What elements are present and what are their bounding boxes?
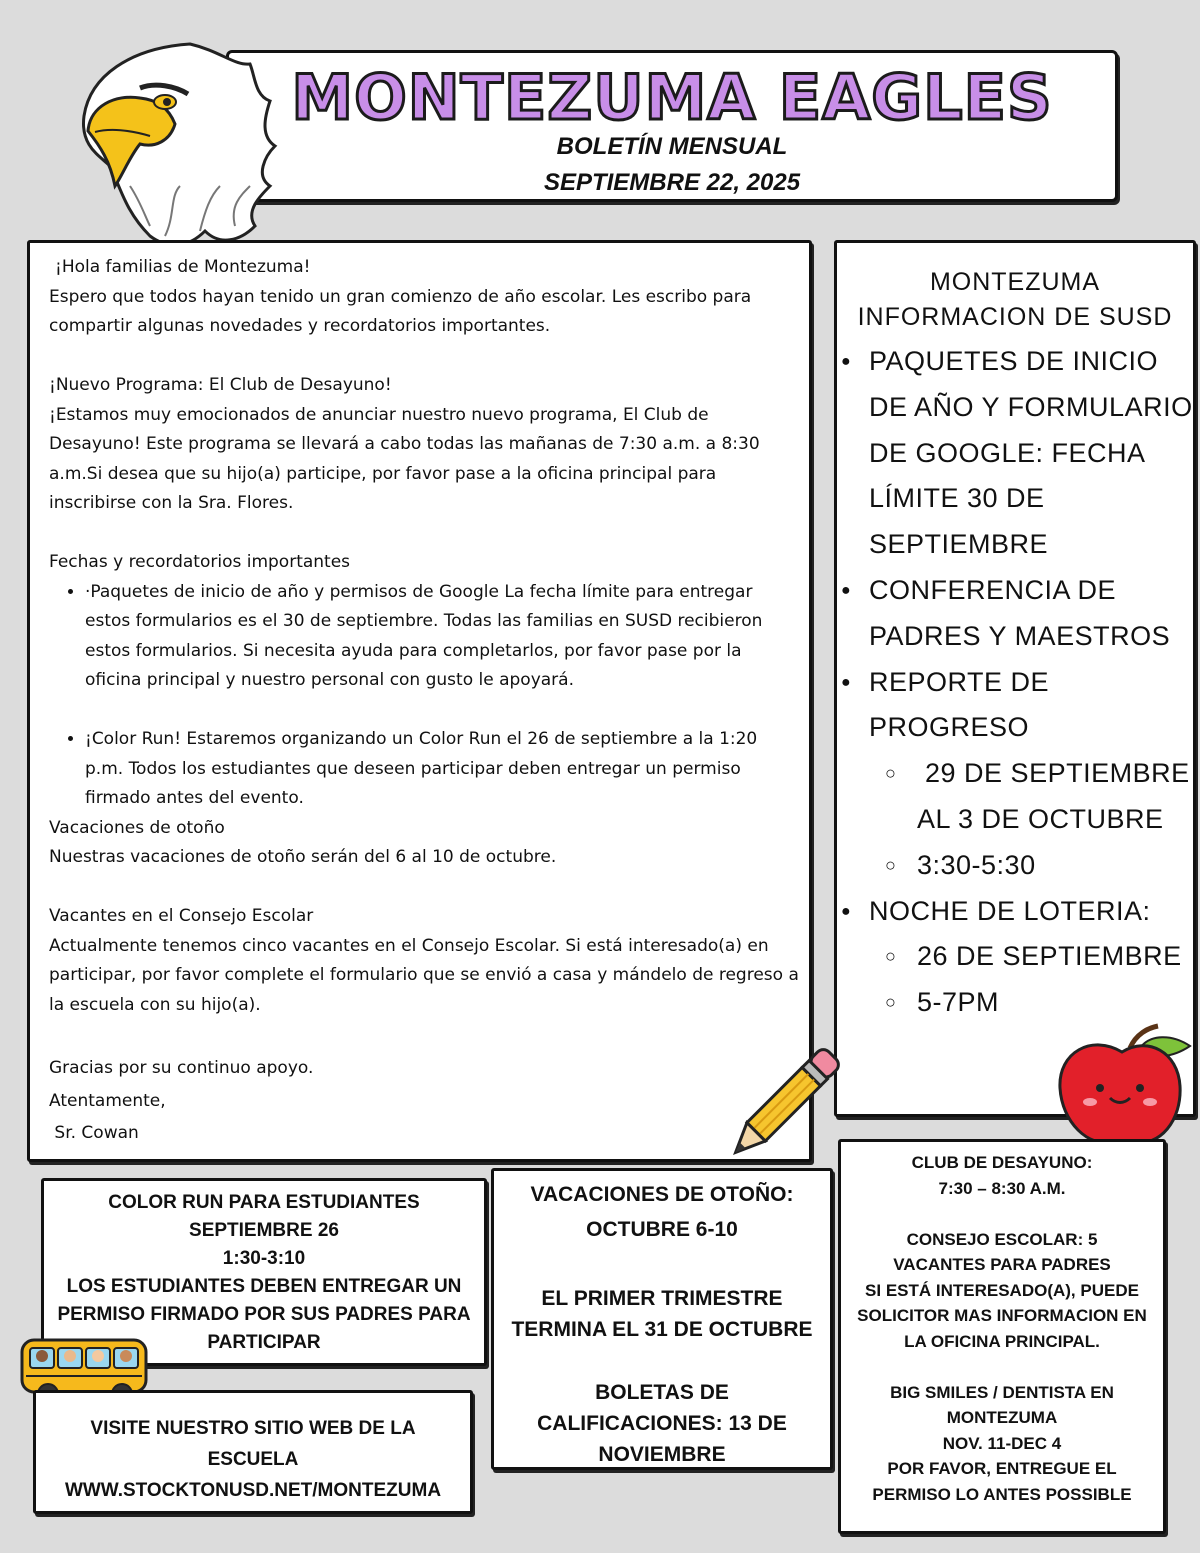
info-item-loteria: ● NOCHE DE LOTERIA: bbox=[837, 889, 1193, 935]
info-subitem-progress-time: ○ 3:30-5:30 bbox=[837, 843, 1193, 889]
trimester-end: EL PRIMER TRIMESTRE TERMINA EL 31 DE OCTUBRE bbox=[511, 1287, 813, 1341]
closing-text: Atentamente, bbox=[49, 1091, 166, 1111]
color-run-note: LOS ESTUDIANTES DEBEN ENTREGAR UN PERMISO FIRMADO POR SUS PADRES PARA PARTICIPAR bbox=[57, 1276, 471, 1353]
newsletter-date: SEPTIEMBRE 22, 2025 bbox=[543, 169, 801, 196]
pencil-icon bbox=[718, 1040, 848, 1170]
info-title-line1: MONTEZUMA bbox=[929, 268, 1101, 296]
color-run-date: SEPTIEMBRE 26 bbox=[189, 1220, 339, 1241]
reminder-list bbox=[49, 578, 799, 814]
announcements-box bbox=[838, 1139, 1166, 1534]
susd-info-panel bbox=[834, 240, 1196, 1117]
color-run-time: 1:30-3:10 bbox=[222, 1248, 306, 1269]
program-text: ¡Estamos muy emocionados de anunciar nuestro nuevo programa, El Club de Desayuno! Este programa se llevará a cabo todas las mañanas de 7:30 a.m. a 8:30 a.m.Si desea que su hijo(a) participe, por favor pase a la oficina principal para inscribirse con la Sra. Flores. bbox=[49, 404, 760, 513]
website-url[interactable]: WWW.STOCKTONUSD.NET/MONTEZUMA bbox=[64, 1480, 442, 1501]
breakfast-club-title: CLUB DE DESAYUNO: bbox=[911, 1153, 1093, 1172]
vacation-text: Nuestras vacaciones de otoño serán del 6 al 10 de octubre. bbox=[49, 847, 557, 867]
report-cards-date: BOLETAS DE CALIFICACIONES: 13 DE NOVIEMBRE bbox=[537, 1381, 787, 1466]
newsletter-title: MONTEZUMA EAGLES bbox=[291, 61, 1053, 134]
letter-greeting: ¡Hola familias de Montezuma! bbox=[55, 257, 311, 277]
fall-break-title: VACACIONES DE OTOÑO: bbox=[530, 1183, 794, 1206]
fall-break-dates: OCTUBRE 6-10 bbox=[586, 1218, 738, 1241]
thanks-text: Gracias por su continuo apoyo. bbox=[49, 1057, 314, 1078]
principal-letter bbox=[27, 240, 812, 1162]
council-vacancies: CONSEJO ESCOLAR: 5 VACANTES PARA PADRES bbox=[893, 1229, 1111, 1274]
info-list bbox=[837, 339, 1197, 1026]
newsletter-subtitle: BOLETÍN MENSUAL bbox=[556, 133, 788, 160]
header-banner bbox=[226, 50, 1118, 202]
dentist-title: BIG SMILES / DENTISTA EN MONTEZUMA bbox=[890, 1382, 1114, 1427]
eagle-mascot-icon bbox=[70, 36, 280, 251]
info-subitem-loteria-date: ○ 26 DE SEPTIEMBRE bbox=[837, 934, 1193, 980]
signature-text: Sr. Cowan bbox=[49, 1122, 139, 1143]
color-run-title: COLOR RUN PARA ESTUDIANTES bbox=[108, 1192, 420, 1213]
info-subitem-loteria-time: ○ 5-7PM bbox=[837, 980, 1193, 1026]
dates-heading: Fechas y recordatorios importantes bbox=[49, 552, 351, 572]
letter-intro: Espero que todos hayan tenido un gran comienzo de año escolar. Les escribo para compartir algunas novedades y recordatorios importantes. bbox=[49, 286, 752, 336]
list-item: • ·Paquetes de inicio de año y permisos de Google La fecha límite para entregar estos formularios es el 30 de septiembre. Todas las familias en SUSD recibieron estos formularios. Si necesita ayuda para completarlos, por favor pase por la oficina principal y nuestro personal con gusto le apoyará. bbox=[85, 578, 799, 696]
fall-dates-box bbox=[491, 1168, 833, 1470]
breakfast-club-time: 7:30 – 8:30 A.M. bbox=[938, 1178, 1066, 1198]
info-title-line2: INFORMACION DE SUSD bbox=[857, 303, 1173, 331]
council-text: Actualmente tenemos cinco vacantes en el Consejo Escolar. Si está interesado(a) en participar, por favor complete el formulario que se envió a casa y mándelo de regreso a la escuela con su hijo(a). bbox=[49, 935, 799, 1015]
info-item-progress: ● REPORTE DE PROGRESO bbox=[837, 660, 1193, 752]
list-item: • ¡Color Run! Estaremos organizando un Color Run el 26 de septiembre a la 1:20 p.m. Todos los estudiantes que deseen participar deben entregar un permiso firmado antes del evento. bbox=[85, 725, 799, 814]
info-item-conference: ● CONFERENCIA DE PADRES Y MAESTROS bbox=[837, 568, 1193, 660]
website-label: VISITE NUESTRO SITIO WEB DE LA ESCUELA bbox=[90, 1418, 416, 1470]
program-heading: ¡Nuevo Programa: El Club de Desayuno! bbox=[49, 375, 392, 395]
council-heading: Vacantes en el Consejo Escolar bbox=[49, 906, 314, 926]
dentist-note: POR FAVOR, ENTREGUE EL PERMISO LO ANTES POSSIBLE bbox=[872, 1459, 1132, 1504]
info-subitem-progress-dates: ○ 29 DE SEPTIEMBRE AL 3 DE OCTUBRE bbox=[837, 751, 1193, 843]
info-item-packets: ● PAQUETES DE INICIO DE AÑO Y FORMULARIO DE GOOGLE: FECHA LÍMITE 30 DE SEPTIEMBRE bbox=[837, 339, 1193, 568]
council-info: SI ESTÁ INTERESADO(A), PUEDE SOLICITOR MAS INFORMACION EN LA OFICINA PRINCIPAL. bbox=[857, 1280, 1147, 1351]
vacation-heading: Vacaciones de otoño bbox=[49, 817, 225, 838]
dentist-dates: NOV. 11-DEC 4 bbox=[942, 1433, 1062, 1453]
website-box bbox=[33, 1390, 473, 1514]
apple-icon bbox=[1052, 1022, 1192, 1152]
